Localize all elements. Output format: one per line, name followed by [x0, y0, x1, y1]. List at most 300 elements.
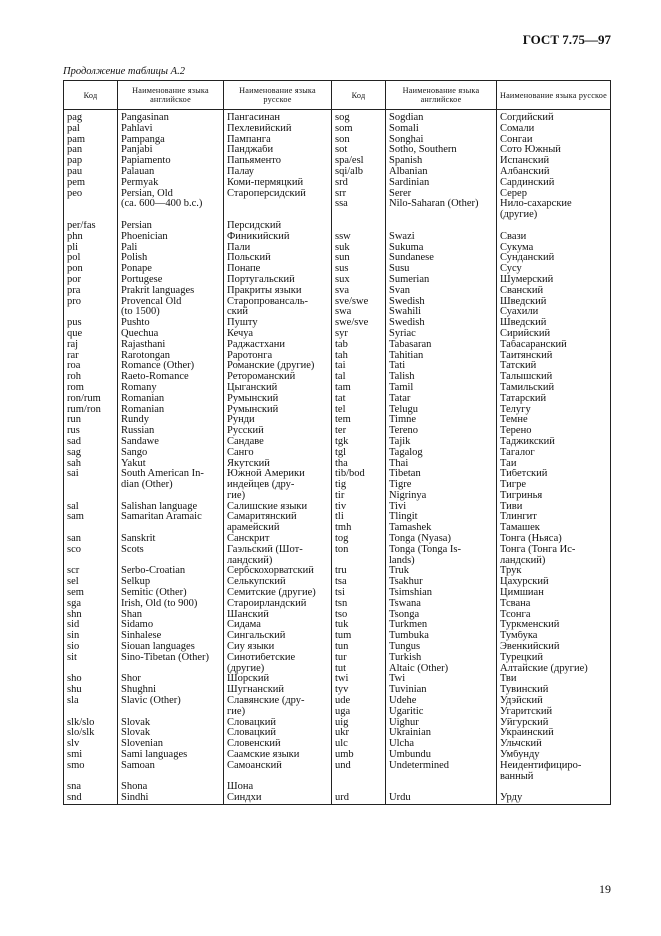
- cell-code: [332, 221, 386, 232]
- cell-code: srr ssa: [332, 189, 386, 221]
- cell-name-english: Shor: [118, 674, 224, 685]
- cell-name-russian: Уйгурский: [497, 718, 611, 729]
- header-name-russian: Наименование языка русское: [224, 81, 332, 110]
- cell-name-russian: Украинский: [497, 728, 611, 739]
- cell-name-english: Udehe Ugaritic: [386, 696, 497, 718]
- cell-name-russian: Самоанский: [224, 761, 332, 783]
- cell-name-russian: Тсонга: [497, 610, 611, 621]
- cell-name-russian: Семитские (другие): [224, 588, 332, 599]
- cell-name-russian: Темне: [497, 415, 611, 426]
- cell-name-english: Romany: [118, 383, 224, 394]
- cell-name-english: Susu: [386, 264, 497, 275]
- cell-name-russian: Шона: [224, 782, 332, 793]
- cell-code: tib/bod tig tir: [332, 469, 386, 501]
- cell-name-english: Truk: [386, 566, 497, 577]
- cell-code: sna: [64, 782, 118, 793]
- cell-name-russian: Тиви: [497, 502, 611, 513]
- cell-code: shu: [64, 685, 118, 696]
- cell-name-russian: Польский: [224, 253, 332, 264]
- cell-code: tru: [332, 566, 386, 577]
- cell-name-russian: Славянские (дру- гие): [224, 696, 332, 718]
- cell-name-russian: Понапе: [224, 264, 332, 275]
- cell-name-english: Slovak: [118, 728, 224, 739]
- cell-name-russian: Финикийский: [224, 232, 332, 243]
- cell-code: tso: [332, 610, 386, 621]
- cell-name-russian: Неидентифициро- ванный: [497, 761, 611, 783]
- cell-name-russian: Пангасинан: [224, 110, 332, 124]
- cell-name-english: Romanian: [118, 405, 224, 416]
- cell-name-russian: Сусу: [497, 264, 611, 275]
- cell-code: pau: [64, 167, 118, 178]
- cell-name-english: Pushto: [118, 318, 224, 329]
- cell-code: sam: [64, 512, 118, 534]
- cell-code: tha: [332, 459, 386, 470]
- table-row: [64, 189, 611, 221]
- cell-name-english: Sindhi: [118, 793, 224, 804]
- table-row: [64, 642, 611, 653]
- cell-name-english: Irish, Old (to 900): [118, 599, 224, 610]
- cell-code: por: [64, 275, 118, 286]
- cell-name-english: Ulcha: [386, 739, 497, 750]
- cell-name-english: Panjabi: [118, 145, 224, 156]
- table-row: [64, 620, 611, 631]
- cell-code: ter: [332, 426, 386, 437]
- cell-code: tum: [332, 631, 386, 642]
- cell-name-english: Shan: [118, 610, 224, 621]
- table-row: [64, 372, 611, 383]
- cell-code: twi: [332, 674, 386, 685]
- cell-code: sag: [64, 448, 118, 459]
- cell-name-russian: Сванский: [497, 286, 611, 297]
- table-row: [64, 448, 611, 459]
- cell-code: slo/slk: [64, 728, 118, 739]
- table-row: [64, 426, 611, 437]
- cell-code: rar: [64, 351, 118, 362]
- cell-code: sem: [64, 588, 118, 599]
- cell-name-russian: Персидский: [224, 221, 332, 232]
- table-row: [64, 243, 611, 254]
- cell-code: rus: [64, 426, 118, 437]
- cell-code: roh: [64, 372, 118, 383]
- cell-code: roa: [64, 361, 118, 372]
- cell-name-russian: Серер Нило-сахарские (другие): [497, 189, 611, 221]
- cell-name-russian: Кечуа: [224, 329, 332, 340]
- table-row: [64, 405, 611, 416]
- cell-code: sve/swe swa: [332, 297, 386, 319]
- cell-name-english: Undetermined: [386, 761, 497, 783]
- table-row: [64, 599, 611, 610]
- table-row: [64, 739, 611, 750]
- table-row: [64, 264, 611, 275]
- cell-code: san: [64, 534, 118, 545]
- cell-code: tam: [332, 383, 386, 394]
- cell-name-russian: Пехлевийский: [224, 124, 332, 135]
- cell-name-english: Pali: [118, 243, 224, 254]
- cell-code: que: [64, 329, 118, 340]
- table-row: [64, 566, 611, 577]
- cell-name-english: Sandawe: [118, 437, 224, 448]
- cell-name-russian: Шведский Суахили: [497, 297, 611, 319]
- table-row: [64, 394, 611, 405]
- cell-name-english: Pangasinan: [118, 110, 224, 124]
- cell-name-russian: Пали: [224, 243, 332, 254]
- cell-name-english: Prakrit languages: [118, 286, 224, 297]
- cell-name-english: Tsimshian: [386, 588, 497, 599]
- table-row: [64, 534, 611, 545]
- cell-name-english: Sanskrit: [118, 534, 224, 545]
- table-row: [64, 178, 611, 189]
- table-row: [64, 750, 611, 761]
- cell-code: [332, 782, 386, 793]
- cell-code: sai: [64, 469, 118, 501]
- cell-name-english: Sami languages: [118, 750, 224, 761]
- table-row: [64, 415, 611, 426]
- cell-name-english: Tonga (Nyasa): [386, 534, 497, 545]
- table-header: [64, 81, 611, 110]
- cell-code: sla: [64, 696, 118, 718]
- cell-code: ssw: [332, 232, 386, 243]
- cell-name-russian: Сукума: [497, 243, 611, 254]
- cell-code: sid: [64, 620, 118, 631]
- cell-name-english: Tlingit Tamashek: [386, 512, 497, 534]
- cell-name-russian: Эвенкийский: [497, 642, 611, 653]
- cell-name-russian: Телугу: [497, 405, 611, 416]
- cell-name-english: Thai: [386, 459, 497, 470]
- cell-name-russian: Сингальский: [224, 631, 332, 642]
- cell-name-russian: Тувинский: [497, 685, 611, 696]
- table-row: [64, 145, 611, 156]
- cell-code: tiv: [332, 502, 386, 513]
- cell-name-english: Quechua: [118, 329, 224, 340]
- cell-name-english: Timne: [386, 415, 497, 426]
- cell-name-russian: Староперсидский: [224, 189, 332, 221]
- table-body: [64, 110, 611, 805]
- table-row: [64, 545, 611, 567]
- header-name-english: Наименование языка английское: [118, 81, 224, 110]
- cell-name-english: Turkmen: [386, 620, 497, 631]
- cell-name-english: Sogdian: [386, 110, 497, 124]
- cell-code: tai: [332, 361, 386, 372]
- cell-name-english: Tsakhur: [386, 577, 497, 588]
- cell-code: pal: [64, 124, 118, 135]
- table-row: [64, 156, 611, 167]
- cell-name-russian: Санго: [224, 448, 332, 459]
- cell-name-english: Salishan language: [118, 502, 224, 513]
- cell-name-russian: Талышский: [497, 372, 611, 383]
- cell-code: tur tut: [332, 653, 386, 675]
- header-code: Код: [332, 81, 386, 110]
- cell-code: tyv: [332, 685, 386, 696]
- cell-name-russian: Пушту: [224, 318, 332, 329]
- cell-code: pra: [64, 286, 118, 297]
- cell-name-russian: Туркменский: [497, 620, 611, 631]
- cell-name-english: Tswana: [386, 599, 497, 610]
- table-row: [64, 124, 611, 135]
- cell-name-russian: Албанский: [497, 167, 611, 178]
- cell-name-english: Semitic (Other): [118, 588, 224, 599]
- header-name-english: Наименование языка английское: [386, 81, 497, 110]
- table-row: [64, 577, 611, 588]
- cell-name-russian: Шведский: [497, 318, 611, 329]
- cell-name-english: Tati: [386, 361, 497, 372]
- table-row: [64, 674, 611, 685]
- cell-code: tem: [332, 415, 386, 426]
- cell-name-english: Portugese: [118, 275, 224, 286]
- cell-name-english: Sidamo: [118, 620, 224, 631]
- cell-name-russian: Турецкий Алтайские (другие): [497, 653, 611, 675]
- cell-code: per/fas: [64, 221, 118, 232]
- cell-name-russian: Пампанга: [224, 135, 332, 146]
- cell-name-russian: Пракриты языки: [224, 286, 332, 297]
- cell-name-english: Sango: [118, 448, 224, 459]
- table-row: [64, 221, 611, 232]
- cell-name-english: Tuvinian: [386, 685, 497, 696]
- table-row: [64, 167, 611, 178]
- cell-name-russian: Сиу языки: [224, 642, 332, 653]
- cell-code: tah: [332, 351, 386, 362]
- cell-name-russian: Гаэльский (Шот- ландский): [224, 545, 332, 567]
- cell-code: swe/sve: [332, 318, 386, 329]
- cell-code: ude uga: [332, 696, 386, 718]
- cell-name-russian: Тсвана: [497, 599, 611, 610]
- cell-name-english: Sino-Tibetan (Other): [118, 653, 224, 675]
- cell-name-russian: Ульчский: [497, 739, 611, 750]
- cell-code: umb: [332, 750, 386, 761]
- cell-name-russian: Староирландский: [224, 599, 332, 610]
- cell-name-english: Syriac: [386, 329, 497, 340]
- table-row: [64, 631, 611, 642]
- cell-name-russian: Испанский: [497, 156, 611, 167]
- cell-name-russian: Тви: [497, 674, 611, 685]
- cell-name-english: Siouan languages: [118, 642, 224, 653]
- table-row: [64, 232, 611, 243]
- cell-name-russian: Терено: [497, 426, 611, 437]
- cell-code: pol: [64, 253, 118, 264]
- cell-name-english: Svan: [386, 286, 497, 297]
- cell-name-english: Umbundu: [386, 750, 497, 761]
- cell-code: rum/ron: [64, 405, 118, 416]
- cell-name-english: Tahitian: [386, 351, 497, 362]
- table-row: [64, 696, 611, 718]
- cell-name-english: Shughni: [118, 685, 224, 696]
- cell-code: tab: [332, 340, 386, 351]
- cell-name-russian: Сидама: [224, 620, 332, 631]
- cell-name-russian: Удэйский Угаритский: [497, 696, 611, 718]
- cell-code: shn: [64, 610, 118, 621]
- cell-code: sad: [64, 437, 118, 448]
- cell-name-russian: Сомали: [497, 124, 611, 135]
- cell-code: phn: [64, 232, 118, 243]
- cell-code: sqi/alb: [332, 167, 386, 178]
- cell-code: tgl: [332, 448, 386, 459]
- cell-name-english: Tatar: [386, 394, 497, 405]
- cell-code: tog: [332, 534, 386, 545]
- cell-name-english: Albanian: [386, 167, 497, 178]
- cell-code: slv: [64, 739, 118, 750]
- cell-name-russian: Татарский: [497, 394, 611, 405]
- table-row: [64, 275, 611, 286]
- cell-name-english: Persian: [118, 221, 224, 232]
- cell-name-russian: Урду: [497, 793, 611, 804]
- table-row: [64, 610, 611, 621]
- cell-name-english: Rundy: [118, 415, 224, 426]
- cell-name-english: Tabasaran: [386, 340, 497, 351]
- cell-code: uig: [332, 718, 386, 729]
- cell-name-russian: [497, 221, 611, 232]
- cell-code: pap: [64, 156, 118, 167]
- table-row: [64, 782, 611, 793]
- cell-name-english: Sardinian: [386, 178, 497, 189]
- standard-designation: ГОСТ 7.75—97: [522, 32, 611, 47]
- cell-name-russian: Рунди: [224, 415, 332, 426]
- table-row: [64, 361, 611, 372]
- cell-name-english: Tagalog: [386, 448, 497, 459]
- cell-name-english: Samoan: [118, 761, 224, 783]
- table-row: [64, 653, 611, 675]
- cell-name-russian: Сунданский: [497, 253, 611, 264]
- cell-name-english: Tumbuka: [386, 631, 497, 642]
- cell-code: srd: [332, 178, 386, 189]
- cell-name-russian: Папьяменто: [224, 156, 332, 167]
- cell-name-russian: Тамильский: [497, 383, 611, 394]
- cell-code: sho: [64, 674, 118, 685]
- cell-name-russian: Согдийский: [497, 110, 611, 124]
- cell-name-english: Turkish Altaic (Other): [386, 653, 497, 675]
- cell-name-english: [386, 221, 497, 232]
- cell-name-russian: Тонга (Ньяса): [497, 534, 611, 545]
- cell-name-russian: Панджаби: [224, 145, 332, 156]
- cell-name-english: Tajik: [386, 437, 497, 448]
- cell-code: rom: [64, 383, 118, 394]
- cell-code: scr: [64, 566, 118, 577]
- table-row: [64, 318, 611, 329]
- cell-code: und: [332, 761, 386, 783]
- table-row: [64, 761, 611, 783]
- cell-name-english: Russian: [118, 426, 224, 437]
- cell-code: pem: [64, 178, 118, 189]
- cell-code: sog: [332, 110, 386, 124]
- cell-name-english: Swazi: [386, 232, 497, 243]
- cell-name-english: Palauan: [118, 167, 224, 178]
- cell-name-english: Serbo-Croatian: [118, 566, 224, 577]
- cell-name-english: Samaritan Aramaic: [118, 512, 224, 534]
- cell-name-english: Papiamento: [118, 156, 224, 167]
- cell-code: tun: [332, 642, 386, 653]
- cell-name-russian: Цыганский: [224, 383, 332, 394]
- cell-name-russian: Сербскохорватский: [224, 566, 332, 577]
- cell-code: raj: [64, 340, 118, 351]
- header-name-russian: Наименование языка русское: [497, 81, 611, 110]
- cell-name-russian: Свази: [497, 232, 611, 243]
- cell-name-russian: Тонга (Тонга Ис- ландский): [497, 545, 611, 567]
- table-row: [64, 588, 611, 599]
- cell-name-english: Slovak: [118, 718, 224, 729]
- cell-name-english: Sumerian: [386, 275, 497, 286]
- table-row: [64, 502, 611, 513]
- cell-name-russian: Сонгаи: [497, 135, 611, 146]
- cell-code: urd: [332, 793, 386, 804]
- cell-code: sga: [64, 599, 118, 610]
- cell-name-russian: [497, 782, 611, 793]
- cell-name-english: Phoenician: [118, 232, 224, 243]
- cell-name-english: Tibetan Tigre Nigrinya: [386, 469, 497, 501]
- cell-code: tuk: [332, 620, 386, 631]
- cell-code: sal: [64, 502, 118, 513]
- table-row: [64, 728, 611, 739]
- cell-code: sva: [332, 286, 386, 297]
- cell-code: sah: [64, 459, 118, 470]
- cell-name-russian: Словенский: [224, 739, 332, 750]
- cell-code: snd: [64, 793, 118, 804]
- table-row: [64, 685, 611, 696]
- cell-name-english: Uighur: [386, 718, 497, 729]
- cell-name-english: Polish: [118, 253, 224, 264]
- cell-name-russian: Трук: [497, 566, 611, 577]
- cell-name-russian: Тагалог: [497, 448, 611, 459]
- cell-name-english: Sotho, Southern: [386, 145, 497, 156]
- cell-name-russian: Цимшиан: [497, 588, 611, 599]
- cell-name-english: Shona: [118, 782, 224, 793]
- cell-code: ulc: [332, 739, 386, 750]
- cell-name-russian: Румынский: [224, 394, 332, 405]
- table-row: [64, 459, 611, 470]
- cell-name-russian: Шугнанский: [224, 685, 332, 696]
- cell-code: pan: [64, 145, 118, 156]
- table-row: [64, 351, 611, 362]
- cell-name-english: Yakut: [118, 459, 224, 470]
- cell-name-english: Rajasthani: [118, 340, 224, 351]
- cell-code: sel: [64, 577, 118, 588]
- cell-name-russian: Якутский: [224, 459, 332, 470]
- cell-name-english: Pampanga: [118, 135, 224, 146]
- cell-name-russian: Романские (другие): [224, 361, 332, 372]
- cell-name-english: Talish: [386, 372, 497, 383]
- cell-code: slk/slo: [64, 718, 118, 729]
- cell-name-russian: Тибетский Тигре Тигринья: [497, 469, 611, 501]
- cell-name-english: Scots: [118, 545, 224, 567]
- cell-name-english: Urdu: [386, 793, 497, 804]
- cell-code: sus: [332, 264, 386, 275]
- cell-name-english: Ukrainian: [386, 728, 497, 739]
- cell-name-russian: Таитянский: [497, 351, 611, 362]
- cell-name-english: Swedish Swahili: [386, 297, 497, 319]
- cell-code: tgk: [332, 437, 386, 448]
- cell-name-russian: Татский: [497, 361, 611, 372]
- cell-code: sot: [332, 145, 386, 156]
- table-row: [64, 340, 611, 351]
- cell-name-english: Sundanese: [386, 253, 497, 264]
- cell-name-russian: Таджикский: [497, 437, 611, 448]
- cell-name-russian: Южной Америки индейцев (дру- гие): [224, 469, 332, 501]
- cell-name-english: Slovenian: [118, 739, 224, 750]
- cell-name-russian: Таи: [497, 459, 611, 470]
- table-row: [64, 297, 611, 319]
- cell-name-english: Songhai: [386, 135, 497, 146]
- cell-name-english: Twi: [386, 674, 497, 685]
- table-row: [64, 329, 611, 340]
- cell-code: ron/rum: [64, 394, 118, 405]
- cell-name-russian: Палау: [224, 167, 332, 178]
- cell-code: spa/esl: [332, 156, 386, 167]
- cell-name-russian: Словацкий: [224, 718, 332, 729]
- cell-name-russian: Синотибетские (другие): [224, 653, 332, 675]
- cell-name-russian: Сирийский: [497, 329, 611, 340]
- cell-name-english: Tamil: [386, 383, 497, 394]
- cell-name-english: Ponape: [118, 264, 224, 275]
- cell-name-english: Persian, Old (ca. 600—400 b.c.): [118, 189, 224, 221]
- cell-name-russian: Ретороманский: [224, 372, 332, 383]
- cell-name-russian: Сандаве: [224, 437, 332, 448]
